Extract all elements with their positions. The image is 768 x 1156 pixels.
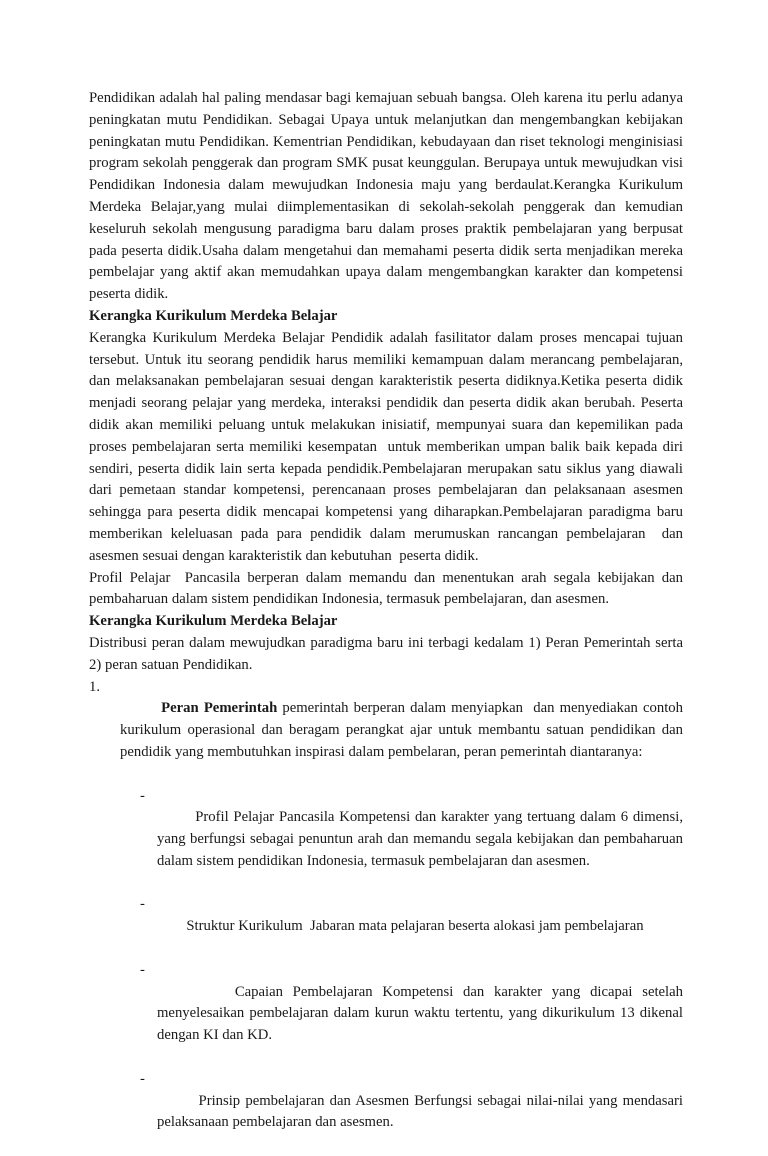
dash-bullet-icon: - (140, 786, 145, 808)
heading-kerangka-kurikulum-1: Kerangka Kurikulum Merdeka Belajar (89, 306, 683, 328)
list-item-text: Prinsip pembelajaran dan Asesmen Berfungsi sebagai nilai-nilai yang mendasari pelaksanaan pembelajaran dan asesmen. (157, 1093, 687, 1131)
list-item-text: Struktur Kurikulum Jabaran mata pelajaran beserta alokasi jam pembelajaran (186, 918, 643, 934)
dash-bullet-icon: - (140, 1069, 145, 1091)
list-item-text: Capaian Pembelajaran Kompetensi dan karakter yang dicapai setelah menyelesaikan pembelajaran dalam kurun waktu tertentu, yang dikurikulum 13 dikenal dengan KI dan KD. (157, 984, 687, 1044)
dash-bullet-icon: - (140, 960, 145, 982)
dash-sublist (89, 786, 683, 1156)
document-body (89, 88, 683, 1156)
list-item-number: 1. (89, 677, 111, 699)
list-item (89, 677, 683, 786)
list-item (140, 894, 683, 959)
heading-kerangka-kurikulum-2: Kerangka Kurikulum Merdeka Belajar (89, 611, 683, 633)
list-item (140, 960, 683, 1069)
list-item-text: pemerintah berperan dalam menyiapkan dan menyediakan contoh kurikulum operasional dan beragam perangkat ajar untuk membantu satuan pendidikan dan pendidik yang membutuhkan inspirasi dalam pembelaran, peran pemerintah diantaranya: (120, 700, 687, 760)
paragraph-intro: Pendidikan adalah hal paling mendasar bagi kemajuan sebuah bangsa. Oleh karena itu perlu adanya peningkatan mutu Pendidikan. Sebagai Upaya untuk melanjutkan dan mengembangkan kebijakan peningkatan mutu Pendidikan. Kementrian Pendidikan, kebudayaan dan riset teknologi menginisiasi program sekolah penggerak dan program SMK pusat keunggulan. Berupaya untuk mewujudkan visi Pendidikan Indonesia dalam mewujudkan Indonesia maju yang berdaulat.Kerangka Kurikulum Merdeka Belajar,yang mulai diimplementasikan di sekolah-sekolah penggerak dan kemudian keseluruh sekolah mengusung paradigma baru dalam proses praktik pembelajaran yang berpusat pada peserta didik.Usaha dalam mengetahui dan memahami peserta didik serta menjadikan mereka pembelajar yang aktif akan memudahkan upaya dalam mengembangkan karakter dan kompetensi peserta didik. (89, 88, 683, 306)
list-item (140, 786, 683, 895)
paragraph-distribusi-peran: Distribusi peran dalam mewujudkan paradigma baru ini terbagi kedalam 1) Peran Pemerintah serta 2) peran satuan Pendidikan. (89, 633, 683, 677)
list-item (140, 1069, 683, 1156)
paragraph-kerangka-pendidik: Kerangka Kurikulum Merdeka Belajar Pendidik adalah fasilitator dalam proses mencapai tujuan tersebut. Untuk itu seorang pendidik harus memiliki kemampuan dalam merancang pembelajaran, dan melaksanakan pembelajaran sesuai dengan karakteristik peserta didiknya.Ketika peserta didik menjadi seorang pelajar yang merdeka, interaksi pendidik dan peserta didik akan berubah. Peserta didik akan memiliki peluang untuk melakukan inisiatif, mempunyai suara dan kepemilikan pada proses pembelajaran serta memiliki kesempatan untuk memberikan umpan balik baik kepada diri sendiri, peserta didik lain serta kepada pendidik.Pembelajaran merupakan satu siklus yang diawali dari pemetaan standar kompetensi, perencanaan proses pembelajaran dan pelaksanaan asesmen sehingga para peserta didik mencapai kompetensi yang diharapkan.Pembelajaran paradigma baru memberikan keleluasan pada para pendidik dalam merumuskan rancangan pembelajaran dan asesmen sesuai dengan karakteristik dan kebutuhan peserta didik. (89, 328, 683, 568)
list-item-lead-bold: Peran Pemerintah (161, 700, 277, 716)
paragraph-profil-pelajar-pancasila: Profil Pelajar Pancasila berperan dalam memandu dan menentukan arah segala kebijakan dan pembaharuan dalam sistem pendidikan Indonesia, termasuk pembelajaran, dan asesmen. (89, 568, 683, 612)
numbered-list (89, 677, 683, 786)
dash-bullet-icon: - (140, 894, 145, 916)
list-item-text: Profil Pelajar Pancasila Kompetensi dan karakter yang tertuang dalam 6 dimensi, yang berfungsi sebagai penuntun arah dan memandu segala kebijakan dan pembaharuan dalam sistem pendidikan Indonesia, termasuk pembelajaran dan asesmen. (157, 809, 687, 869)
